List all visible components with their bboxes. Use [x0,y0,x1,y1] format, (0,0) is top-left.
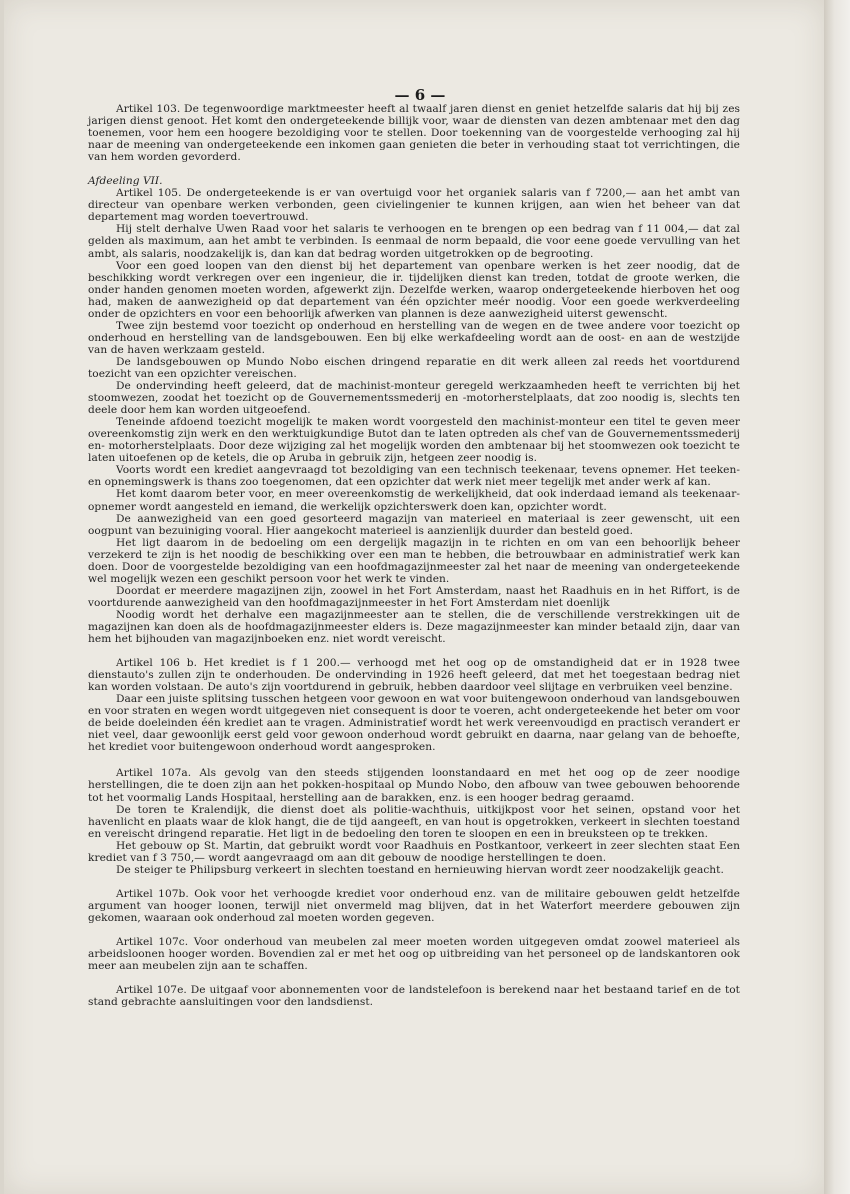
paragraph: Noodig wordt het derhalve een magazijnmeester aan te stellen, die de verschillende verstrekkingen uit de magazijnen kan doen als de hoofdmagazijnmeester elders is. Deze magazijnmeester kan minder betaald zijn, daar van hem het bijhouden van magazijnboeken enz. niet wordt vereischt. [88,608,740,646]
paragraph-artikel-107b: Artikel 107b. Ook voor het verhoogde krediet voor onderhoud enz. van de militaire gebouwen geldt hetzelfde argument van hooger loonen, terwijl niet onvermeld mag blijven, dat in het Waterfort meerdere gebouwen zijn gekomen, waaraan ook onderhoud zal moeten worden gegeven. [88,887,740,924]
paragraph: De landsgebouwen op Mundo Nobo eischen dringend reparatie en dit werk alleen zal reeds het voortdurend toezicht van een opzichter vereischen. [88,355,740,380]
page-edge [824,0,850,1194]
paragraph: Voor een goed loopen van den dienst bij het departement van openbare werken is het zeer noodig, dat de beschikking wordt verkregen over een ingenieur, die ir. tijdelijken dienst kan treden, totdat de groote werken, die onder handen genomen moeten worden, afgewerkt zijn. Dezelfde werken, waarop ondergeteekende hierboven het oog had, maken de aanwezigheid op dat departement van één opzichter meér noodig. Voor een goede werkverdeeling onder de opzichters en voor een behoorlijk afwerken van plannen is deze aanwezigheid uiterst gewenscht. [88,259,740,320]
paragraph: Het gebouw op St. Martin, dat gebruikt wordt voor Raadhuis en Postkantoor, verkeert in zeer slechten staat Een krediet van f 3 750,— wordt aangevraagd om aan dit gebouw de noodige herstellingen te doen. [88,839,740,864]
paragraph: Het komt daarom beter voor, en meer overeenkomstig de werkelijkheid, dat ook inderdaad iemand als teekenaar-opnemer wordt aangesteld en iemand, die werkelijk opzichterswerk doen kan, opzichter wordt. [88,488,740,513]
page-number: — 6 — [394,86,446,104]
paragraph: Het ligt daarom in de bedoeling om een dergelijk magazijn in te richten en om van een behoorlijk beheer verzekerd te zijn is het noodig de beschikking over een man te hebben, die betrouwbaar en administratief werk kan doen. Door de voorgestelde bezoldiging van een hoofdmagazijnmeester zal het naar de meening van ondergeteekende wel mogelijk wezen een geschikt persoon voor het werk te vinden. [88,536,740,585]
paragraph: Teneinde afdoend toezicht mogelijk te maken wordt voorgesteld den machinist-monteur een titel te geven meer overeenkomstig zijn werk en den werktuigkundige Butot dan te laten optreden als chef van de Gouvernementssmederij en- motorherstelplaats. Door deze wijziging zal het mogelijk worden den ambtenaar bij het stoomwezen ook toezicht te laten uitoefenen op de ketels, die op Aruba in gebruik zijn, hetgeen zeer noodig is. [88,416,740,465]
paragraph: De aanwezigheid van een goed gesorteerd magazijn van materieel en materiaal is zeer gewenscht, uit een oogpunt van bezuiniging vooral. Hier aangekocht materieel is aanzienlijk duurder dan besteld goed. [88,512,740,537]
paragraph-artikel-107a: Artikel 107a. Als gevolg van den steeds stijgenden loonstandaard en met het oog op de zeer noodige herstellingen, die te doen zijn aan het pokken-hospitaal op Mundo Nobo, den afbouw van twee gebouwen behoorende tot het voormalig Lands Hospitaal, herstelling aan de barakken, enz. is een hooger bedrag geraamd. [88,767,740,804]
section-heading: Afdeeling VII. [88,175,163,188]
paragraph: De ondervinding heeft geleerd, dat de machinist-monteur geregeld werkzaamheden heeft te verrichten bij het stoomwezen, zoodat het toezicht op de Gouvernementssmederij en -motorherstelplaats, dat zoo noodig is, slechts ten deele door hem kan worden uitgeoefend. [88,380,740,417]
paragraph-artikel-107c: Artikel 107c. Voor onderhoud van meubelen zal meer moeten worden uitgegeven omdat zoowel materieel als arbeidsloonen hooger worden. Bovendien zal er met het oog op uitbreiding van het personeel op de landskantoren ook meer aan meubelen zijn aan te schaffen. [88,936,740,973]
paragraph: Daar een juiste splitsing tusschen hetgeen voor gewoon en wat voor buitengewoon onderhoud van landsgebouwen en voor straten en wegen wordt uitgegeven niet consequent is door te voeren, acht ondergeteekende het beter om voor de beide doeleinden één krediet aan te vragen. Administratief wordt het werk vereenvoudigd en practisch verandert er niet veel, daar gewoonlijk eerst geld voor gewoon onderhoud wordt gebruikt en daarna, naar gelang van de behoefte, het krediet voor buitengewoon onderhoud wordt aangesproken. [88,693,740,754]
paragraph-artikel-106b: Artikel 106 b. Het krediet is f 1 200.— verhoogd met het oog op de omstandigheid dat er in 1928 twee dienstauto's zullen zijn te onderhouden. De ondervinding in 1926 heeft geleerd, dat met het toegestaan bedrag niet kan worden volstaan. De auto's zijn voortdurend in gebruik, hebben daardoor veel slijtage en verbruiken veel benzine. [88,657,740,694]
paragraph: De toren te Kralendijk, die dienst doet als politie-wachthuis, uitkijkpost voor het seinen, opstand voor het havenlicht en plaats waar de klok hangt, die de tijd aangeeft, en van hout is opgetrokken, verkeert in slechten toestand en vereischt dringend reparatie. Het ligt in de bedoeling den toren te sloopen en een in breuksteen op te trekken. [88,803,740,840]
paragraph: Doordat er meerdere magazijnen zijn, zoowel in het Fort Amsterdam, naast het Raadhuis en in het Riffort, is de voortdurende aanwezigheid van den hoofdmagazijnmeester in het Fort Amsterdam niet doenlijk [88,584,740,609]
paragraph-artikel-105: Artikel 105. De ondergeteekende is er van overtuigd voor het organiek salaris van f 7200,— aan het ambt van directeur van openbare werken verbonden, geen civielingenier te kunnen krijgen, aan wien het beheer van dat departement mag worden toevertrouwd. [88,187,740,224]
paragraph: De steiger te Philipsburg verkeert in slechten toestand en hernieuwing hiervan wordt zeer noodzakelijk geacht. [116,863,724,876]
paragraph: Voorts wordt een krediet aangevraagd tot bezoldiging van een technisch teekenaar, tevens opnemer. Het teeken- en opnemingswerk is thans zoo toegenomen, dat een opzichter dat werk niet meer tegelijk met ander werk af kan. [88,464,740,489]
paragraph-artikel-107e: Artikel 107e. De uitgaaf voor abonnementen voor de landstelefoon is berekend naar het bestaand tarief en de tot stand gebrachte aansluitingen voor den landsdienst. [88,984,740,1009]
paragraph: Twee zijn bestemd voor toezicht op onderhoud en herstelling van de wegen en de twee andere voor toezicht op onderhoud en herstelling van de landsgebouwen. Een bij elke werkafdeeling wordt aan de oost- en aan de westzijde van de haven werkzaam gesteld. [88,319,740,356]
document-body [88,103,740,1008]
paragraph-artikel-103: Artikel 103. De tegenwoordige marktmeester heeft al twaalf jaren dienst en geniet hetzelfde salaris dat hij bij zes jarigen dienst genoot. Het komt den ondergeteekende billijk voor, waar de diensten van dezen ambtenaar met den dag toenemen, voor hem een hoogere bezoldiging voor te stellen. Door toekenning van de voorgestelde verhooging zal hij naar de meening van ondergeteekende een inkomen gaan genieten die beter in verhouding staat tot verrichtingen, die van hem worden gevorderd. [88,103,740,164]
paragraph: Hij stelt derhalve Uwen Raad voor het salaris te verhoogen en te brengen op een bedrag van f 11 004,— dat zal gelden als maximum, aan het ambt te verbinden. Is eenmaal de norm bepaald, die voor eene goede vervulling van het ambt, als salaris, noodzakelijk is, dan kan dat bedrag worden uitgetrokken op de begrooting. [88,223,740,260]
